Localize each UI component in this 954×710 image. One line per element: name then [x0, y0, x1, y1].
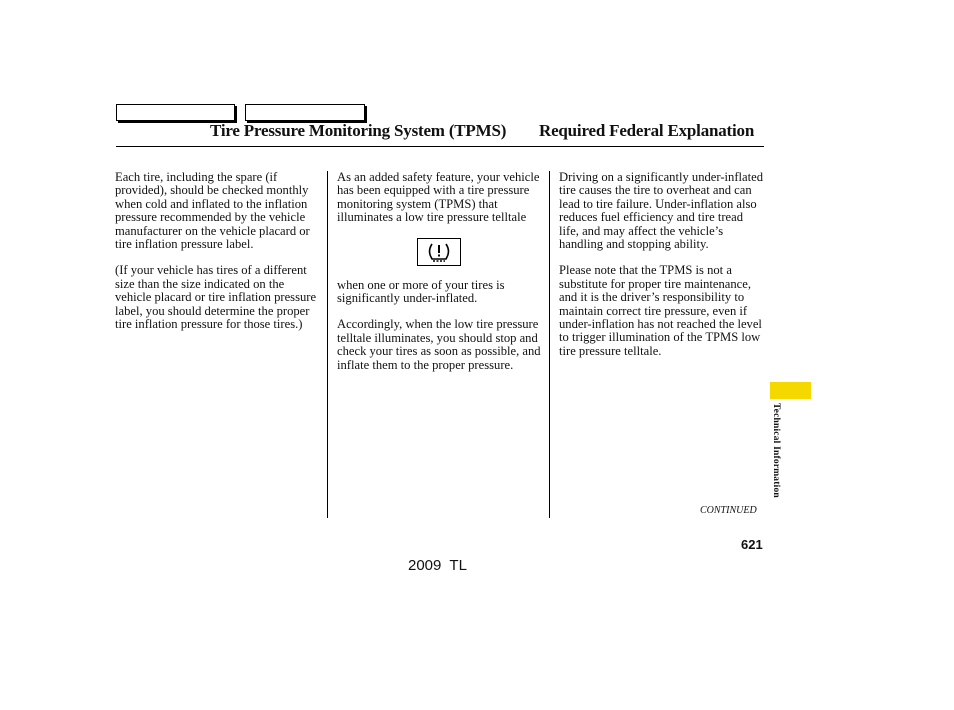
column-divider: [327, 171, 328, 518]
continued-label: CONTINUED: [700, 505, 757, 516]
paragraph: (If your vehicle has tires of a different size than the size indicated on the vehicle placard or tire inflation pressure label, you should determine the proper tire inflation pressure for those tires.): [115, 263, 317, 332]
section-tab: [770, 382, 811, 399]
nav-button-1[interactable]: [116, 104, 235, 121]
section-title: Tire Pressure Monitoring System (TPMS): [210, 121, 507, 140]
text-column-3: [559, 171, 765, 371]
model-label: 2009 TL: [408, 557, 467, 574]
text-column-1: [115, 171, 319, 344]
paragraph: when one or more of your tires is significantly under-inflated.: [337, 277, 505, 306]
section-label: Technical Information: [771, 403, 781, 498]
nav-button-2[interactable]: [245, 104, 365, 121]
column-divider: [549, 171, 550, 518]
page-number: 621: [741, 537, 763, 552]
paragraph: Please note that the TPMS is not a substitute for proper tire maintenance, and it is the driver’s responsibility to maintain correct tire pressure, even if under-inflation has not reached the level to trigger illumination of the TPMS low tire pressure telltale.: [559, 263, 762, 358]
paragraph: As an added safety feature, your vehicle has been equipped with a tire pressure monitoring system (TPMS) that illuminates a low tire pressure telltale: [337, 170, 540, 225]
low-tire-pressure-icon: [417, 238, 461, 266]
paragraph: Driving on a significantly under-inflated tire causes the tire to overheat and can lead to tire failure. Under-inflation also reduces fuel efficiency and tire tread life, and may affect the vehicle’s handling and stopping ability.: [559, 170, 763, 252]
section-subtitle: Required Federal Explanation: [539, 121, 755, 140]
text-column-2: [337, 171, 541, 385]
header-rule: [116, 146, 764, 147]
paragraph: Accordingly, when the low tire pressure telltale illuminates, you should stop and check your tires as soon as possible, and inflate them to the proper pressure.: [337, 317, 541, 372]
paragraph: Each tire, including the spare (if provided), should be checked monthly when cold and inflated to the inflation pressure recommended by the vehicle manufacturer on the vehicle placard or tire inflation pressure label.: [115, 170, 310, 252]
